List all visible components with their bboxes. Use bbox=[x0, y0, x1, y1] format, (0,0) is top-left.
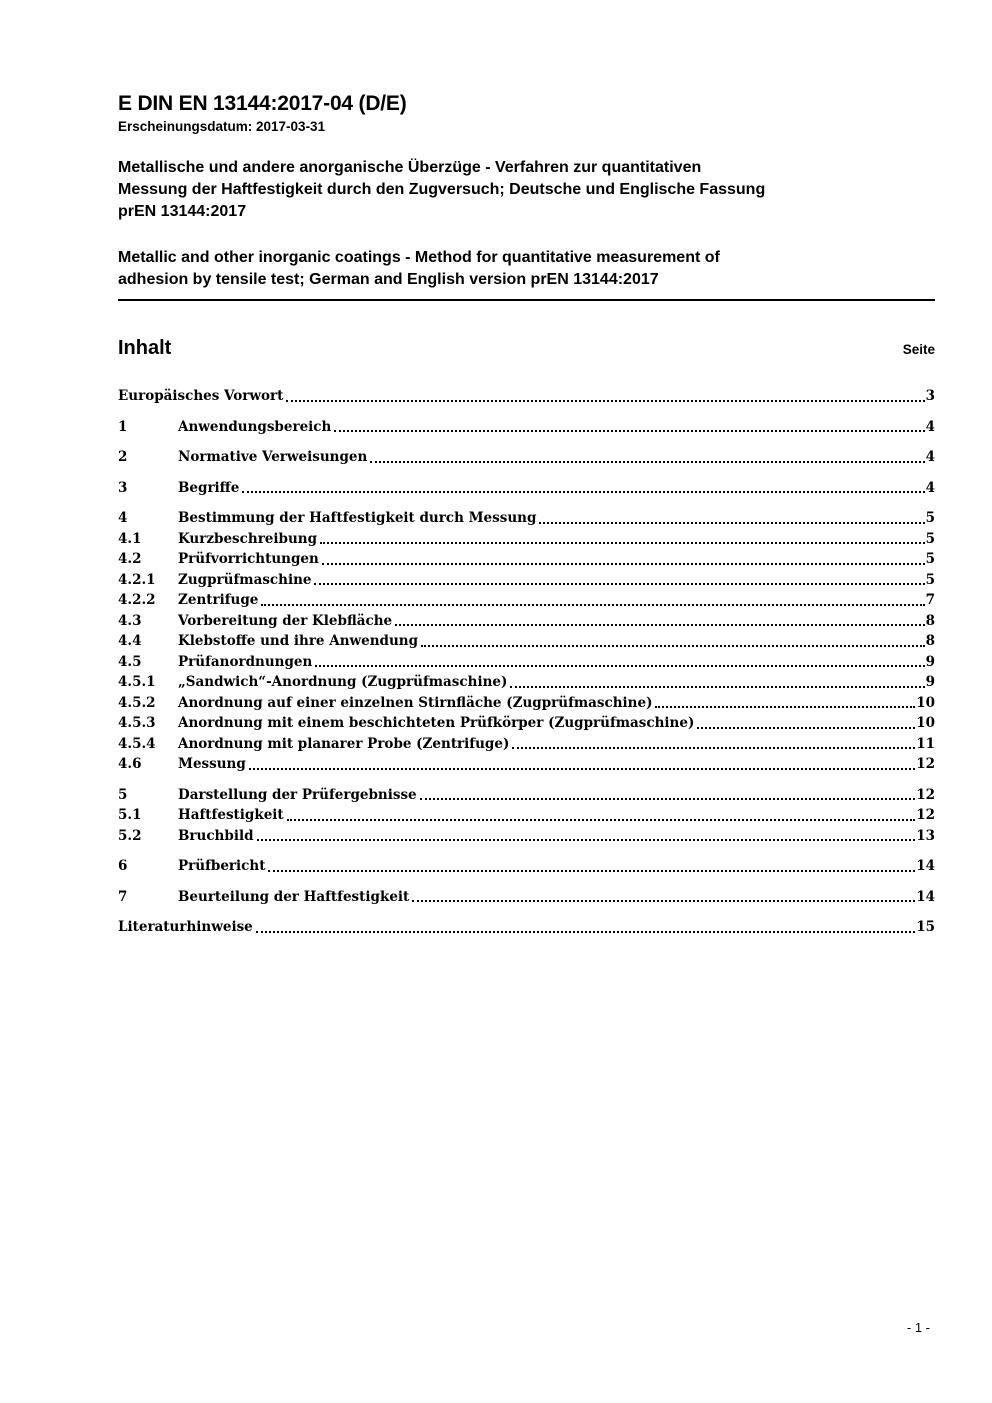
toc-dot-leader bbox=[261, 604, 924, 606]
toc-entry-page: 12 bbox=[916, 786, 935, 803]
toc-entry-number: 5 bbox=[118, 786, 128, 803]
toc-entry[interactable] bbox=[118, 826, 935, 847]
table-of-contents bbox=[118, 337, 935, 938]
toc-dot-leader bbox=[512, 747, 915, 749]
toc-entry-page: 15 bbox=[916, 919, 935, 935]
toc-entry-page: 13 bbox=[916, 827, 935, 844]
toc-dot-leader bbox=[539, 522, 924, 524]
toc-entry-page: 12 bbox=[916, 756, 935, 772]
toc-entry-page: 10 bbox=[916, 715, 935, 731]
toc-dot-leader bbox=[655, 706, 915, 708]
toc-entry-page: 14 bbox=[916, 888, 935, 905]
toc-dot-leader bbox=[287, 819, 916, 821]
toc-entry-number: 5.2 bbox=[118, 827, 142, 844]
toc-dot-leader bbox=[286, 400, 924, 402]
toc-entry-title: Literaturhinweise bbox=[118, 919, 253, 935]
toc-entry-number: 1 bbox=[118, 418, 128, 435]
title-english-line-2: adhesion by tensile test; German and English version prEN 13144:2017 bbox=[118, 271, 659, 288]
toc-dot-leader bbox=[315, 665, 924, 667]
toc-entry-page: 8 bbox=[925, 633, 935, 649]
toc-dot-leader bbox=[697, 727, 915, 729]
toc-entry[interactable] bbox=[118, 754, 935, 775]
toc-dot-leader bbox=[420, 798, 916, 800]
toc-page-column-label: Seite bbox=[902, 342, 935, 357]
toc-entry-title: Anwendungsbereich bbox=[178, 418, 332, 435]
toc-entry[interactable] bbox=[118, 611, 935, 632]
toc-entry-page: 11 bbox=[916, 735, 935, 752]
toc-entry[interactable] bbox=[118, 478, 935, 499]
toc-entry-number: 4.2.2 bbox=[118, 592, 156, 608]
toc-dot-leader bbox=[510, 686, 924, 688]
toc-entry-number: 4.5.4 bbox=[118, 735, 156, 752]
toc-dot-leader bbox=[320, 542, 925, 544]
toc-entry[interactable] bbox=[118, 785, 935, 806]
toc-entry-number: 3 bbox=[118, 479, 128, 496]
title-english bbox=[118, 247, 935, 291]
toc-entry-page: 4 bbox=[925, 479, 935, 496]
toc-dot-leader bbox=[370, 461, 924, 463]
toc-entry-title: Darstellung der Prüfergebnisse bbox=[178, 786, 417, 803]
toc-entry-page: 14 bbox=[916, 858, 935, 874]
toc-entry[interactable] bbox=[118, 805, 935, 826]
document-title: E DIN EN 13144:2017-04 (D/E) bbox=[118, 92, 407, 115]
toc-entry-number: 4.6 bbox=[118, 756, 142, 772]
toc-entry-title: Klebstoffe und ihre Anwendung bbox=[178, 633, 419, 649]
toc-dot-leader bbox=[249, 768, 915, 770]
toc-entry-page: 8 bbox=[925, 612, 935, 629]
toc-entry-number: 4.5 bbox=[118, 653, 142, 670]
toc-dot-leader bbox=[257, 839, 916, 841]
toc-entry-page: 10 bbox=[916, 694, 935, 711]
toc-entries bbox=[118, 386, 935, 938]
toc-entry-page: 9 bbox=[925, 674, 935, 690]
toc-entry-title: Bestimmung der Haftfestigkeit durch Messung bbox=[178, 510, 537, 526]
toc-entry-number: 4.2 bbox=[118, 551, 142, 567]
document-header bbox=[118, 92, 935, 301]
toc-entry-page: 7 bbox=[925, 592, 935, 608]
toc-entry-number: 4.4 bbox=[118, 633, 142, 649]
toc-entry-title: „Sandwich“-Anordnung (Zugprüfmaschine) bbox=[178, 674, 508, 690]
toc-entry-title: Prüfvorrichtungen bbox=[178, 551, 319, 567]
toc-entry[interactable] bbox=[118, 672, 935, 693]
toc-entry-page: 5 bbox=[925, 551, 935, 567]
toc-entry-title: Zentrifuge bbox=[178, 592, 259, 608]
toc-entry-number: 7 bbox=[118, 888, 128, 905]
toc-entry-title: Prüfbericht bbox=[178, 858, 266, 874]
toc-entry-page: 4 bbox=[925, 418, 935, 435]
toc-entry-page: 4 bbox=[925, 449, 935, 465]
toc-entry-title: Messung bbox=[178, 756, 246, 772]
toc-dot-leader bbox=[421, 645, 925, 647]
toc-dot-leader bbox=[242, 491, 924, 493]
toc-entry-page: 3 bbox=[925, 388, 935, 404]
title-german bbox=[118, 157, 935, 223]
toc-entry[interactable] bbox=[118, 917, 935, 938]
toc-entry[interactable] bbox=[118, 508, 935, 529]
toc-header-row bbox=[118, 337, 935, 360]
toc-entry-title: Prüfanordnungen bbox=[178, 653, 313, 670]
toc-entry[interactable] bbox=[118, 734, 935, 755]
toc-entry-number: 4.5.3 bbox=[118, 715, 156, 731]
toc-entry-number: 5.1 bbox=[118, 807, 142, 823]
title-german-line-2: Messung der Haftfestigkeit durch den Zugversuch; Deutsche und Englische Fassung bbox=[118, 181, 766, 198]
toc-entry-title: Europäisches Vorwort bbox=[118, 388, 284, 404]
toc-entry-title: Beurteilung der Haftfestigkeit bbox=[178, 888, 410, 905]
toc-entry-page: 5 bbox=[925, 510, 935, 526]
title-german-line-3: prEN 13144:2017 bbox=[118, 203, 247, 220]
toc-entry-number: 6 bbox=[118, 858, 128, 874]
document-page-content bbox=[118, 0, 935, 938]
toc-entry-number: 4.3 bbox=[118, 612, 142, 629]
title-english-line-1: Metallic and other inorganic coatings - Method for quantitative measurement of bbox=[118, 249, 720, 266]
toc-entry[interactable] bbox=[118, 549, 935, 570]
toc-entry-page: 5 bbox=[925, 571, 935, 588]
toc-dot-leader bbox=[314, 583, 924, 585]
toc-entry-title: Anordnung mit einem beschichteten Prüfkörper (Zugprüfmaschine) bbox=[178, 715, 695, 731]
toc-entry[interactable] bbox=[118, 570, 935, 591]
toc-entry-page: 12 bbox=[916, 807, 935, 823]
toc-dot-leader bbox=[395, 624, 924, 626]
toc-heading: Inhalt bbox=[118, 337, 172, 359]
toc-entry-title: Anordnung auf einer einzelnen Stirnfläche (Zugprüfmaschine) bbox=[178, 694, 653, 711]
toc-entry[interactable] bbox=[118, 386, 935, 407]
toc-entry[interactable] bbox=[118, 631, 935, 652]
toc-entry-number: 4.5.2 bbox=[118, 694, 156, 711]
toc-entry[interactable] bbox=[118, 590, 935, 611]
toc-entry-number: 4.2.1 bbox=[118, 571, 156, 588]
toc-entry-number: 4.1 bbox=[118, 530, 142, 547]
toc-entry-title: Vorbereitung der Klebfläche bbox=[178, 612, 393, 629]
toc-entry-title: Anordnung mit planarer Probe (Zentrifuge) bbox=[178, 735, 510, 752]
toc-dot-leader bbox=[412, 900, 915, 902]
toc-entry[interactable] bbox=[118, 652, 935, 673]
toc-entry-title: Bruchbild bbox=[178, 827, 254, 844]
toc-entry[interactable] bbox=[118, 447, 935, 468]
toc-entry[interactable] bbox=[118, 713, 935, 734]
toc-entry-number: 4.5.1 bbox=[118, 674, 156, 690]
toc-dot-leader bbox=[334, 430, 924, 432]
toc-entry[interactable] bbox=[118, 856, 935, 877]
toc-dot-leader bbox=[322, 563, 925, 565]
title-german-line-1: Metallische und andere anorganische Überzüge - Verfahren zur quantitativen bbox=[118, 159, 702, 176]
toc-entry-title: Normative Verweisungen bbox=[178, 449, 368, 465]
toc-entry-number: 2 bbox=[118, 449, 128, 465]
toc-entry-title: Haftfestigkeit bbox=[178, 807, 284, 823]
toc-entry[interactable] bbox=[118, 887, 935, 908]
page-number: - 1 - bbox=[906, 1320, 930, 1335]
toc-entry-number: 4 bbox=[118, 510, 128, 526]
toc-entry-page: 5 bbox=[925, 530, 935, 547]
toc-entry[interactable] bbox=[118, 529, 935, 550]
header-divider bbox=[118, 299, 935, 301]
toc-dot-leader bbox=[256, 931, 915, 933]
toc-entry-page: 9 bbox=[925, 653, 935, 670]
page-footer bbox=[907, 1320, 930, 1335]
toc-entry-title: Begriffe bbox=[178, 479, 240, 496]
toc-entry-title: Zugprüfmaschine bbox=[178, 571, 312, 588]
publication-date: Erscheinungsdatum: 2017-03-31 bbox=[118, 119, 326, 134]
toc-entry-title: Kurzbeschreibung bbox=[178, 530, 318, 547]
toc-entry[interactable] bbox=[118, 417, 935, 438]
toc-dot-leader bbox=[268, 870, 915, 872]
toc-entry[interactable] bbox=[118, 693, 935, 714]
